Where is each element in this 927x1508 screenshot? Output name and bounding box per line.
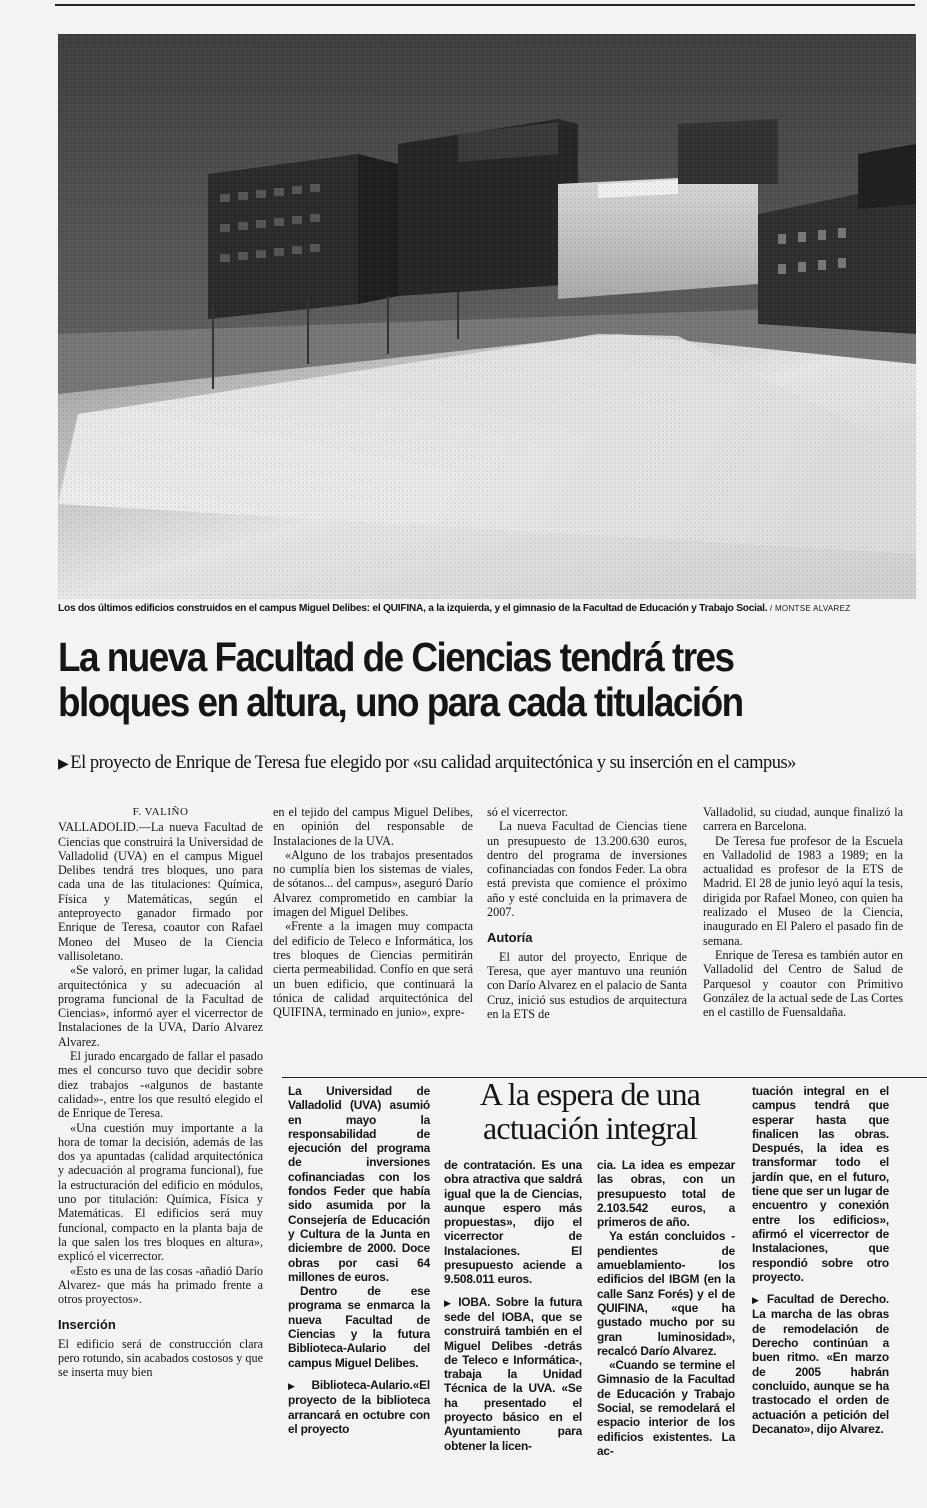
article-column-3 xyxy=(487,805,687,1021)
box-title-line-1: A la espera de una xyxy=(479,1076,701,1112)
paragraph xyxy=(444,1295,582,1453)
photo-caption xyxy=(58,603,916,614)
paragraph: VALLADOLID.—La nueva Facultad de Ciencias que construirá la Universidad de Valladolid (UVA) en el campus Miguel Delibes tendrá tres bloques, uno para cada una de las titulaciones: Química, Física y Matemáticas, según el anteproyecto ganador firmado por Enrique de Teresa, coautor con Rafael Moneo del Museo de la Ciencia vallisoletano. xyxy=(58,820,263,963)
paragraph: «Frente a la imagen muy compacta del edificio de Teleco e Informática, los tres bloques de Ciencias permitirán cierta permeabilidad. Confío en que será un buen edificio, que continuará la tónica de calidad arquitectónica del QUIFINA, terminado en junio», expre- xyxy=(273,919,473,1020)
paragraph: El jurado encargado de fallar el pasado mes el concurso tuvo que decidir sobre diez trabajos -«algunos de bastante calidad»-, entre los que resultó elegido el de Enrique de Teresa. xyxy=(58,1049,263,1121)
lead-derecho xyxy=(752,1292,889,1306)
paragraph: De Teresa fue profesor de la Escuela en Valladolid de 1983 a 1989; en la actualidad es profesor de la ETS de Madrid. El 28 de junio leyó aquí la tesis, dirigida por Rafael Moneo, con quien ha realizado el Museo de la Ciencia, inaugurado en El Palero el pasado fin de semana. xyxy=(703,833,903,948)
triangle-bullet-icon: ▶ xyxy=(58,757,69,772)
paragraph: «Esto es una de las cosas -añadió Darío Alvarez- que más ha primado frente a otros proyectos». xyxy=(58,1263,263,1307)
article-column-4 xyxy=(703,805,903,1019)
headline-line-2: bloques en altura, uno para cada titulación xyxy=(58,679,743,725)
box-title-line-2: actuación integral xyxy=(483,1110,697,1146)
paragraph-text: «El proyecto de la biblioteca arrancará en octubre con el proyecto xyxy=(288,1377,430,1436)
lead-ioba xyxy=(444,1295,490,1309)
triangle-bullet-icon: ▶ xyxy=(444,1297,459,1308)
paragraph: cia. La idea es empezar las obras, con un presupuesto total de 2.103.542 euros, a primeros de año. xyxy=(597,1158,735,1230)
paragraph xyxy=(752,1292,889,1436)
byline: F. VALIÑO xyxy=(132,806,189,818)
article-column-2 xyxy=(273,805,473,1019)
top-rule xyxy=(55,4,915,6)
paragraph: Enrique de Teresa es también autor en Valladolid del Centro de Salud de Parquesol y coautor con Primitivo González de la actual sede de Las Cortes en el castillo de Fuensaldaña. xyxy=(703,947,903,1020)
box-title xyxy=(440,1077,740,1145)
box-column-3 xyxy=(597,1158,735,1458)
paragraph: só el vicerrector. xyxy=(487,805,568,819)
campus-photo xyxy=(58,34,916,599)
paragraph xyxy=(288,1378,430,1436)
lead-biblioteca xyxy=(288,1378,413,1392)
subheadline xyxy=(58,753,918,774)
subheadline-text: El proyecto de Enrique de Teresa fue elegido por «su calidad arquitectónica y su inserción en el campus» xyxy=(70,753,796,773)
campus-buildings-image xyxy=(58,34,916,599)
paragraph: El autor del proyecto, Enrique de Teresa, que ayer mantuvo una reunión con Darío Alvarez en el palacio de Santa Cruz, inició sus estudios de arquitectura en la ETS de xyxy=(487,949,687,1021)
lead-text: Biblioteca-Aulario. xyxy=(311,1377,413,1392)
box-column-1 xyxy=(288,1084,430,1436)
box-column-2 xyxy=(444,1158,582,1453)
paragraph: La Universidad de Valladolid (UVA) asumió en mayo la responsabilidad de ejecución del programa de inversiones cofinanciadas con los fondos Feder que había sido asumida por la Consejería de Educación y Cultura de la Junta en diciembre de 2000. Doce obras por casi 64 millones de euros. xyxy=(288,1084,430,1284)
paragraph: Dentro de ese programa se enmarca la nueva Facultad de Ciencias y la futura Biblioteca-Aulario del campus Miguel Delibes. xyxy=(288,1284,430,1370)
paragraph: «Alguno de los trabajos presentados no cumplía bien los sistemas de viales, de sótanos... del campus», aseguró Darío Alvarez comprometido en cambiar la imagen del Miguel Delibes. xyxy=(273,847,473,920)
headline-line-1: La nueva Facultad de Ciencias tendrá tres xyxy=(58,634,734,680)
paragraph: Ya están concluidos -pendientes de amueblamiento- los edificios del IBGM (en la calle Sanz Forés) y el de QUIFINA, «que ha gustado mucho por su gran luminosidad», recalcó Darío Alvarez. xyxy=(597,1229,735,1358)
lead-text: Facultad de Derecho. xyxy=(766,1292,889,1307)
caption-text: Los dos últimos edificios construidos en el campus Miguel Delibes: el QUIFINA, a la izquierda, y el gimnasio de la Facultad de Educación y Trabajo Social. xyxy=(58,603,768,614)
paragraph: «Cuando se termine el Gimnasio de la Facultad de Educación y Trabajo Social, se remodelará el espacio interior de los edificios existentes. La ac- xyxy=(597,1358,735,1458)
box-column-4 xyxy=(752,1084,889,1436)
lead-text: IOBA. xyxy=(458,1294,491,1309)
article-column-1 xyxy=(58,805,263,1380)
paragraph: «Una cuestión muy importante a la hora de tomar la decisión, además de las dos ya apuntadas (calidad arquitectónica y adecuación al programa funcional), fue la estructuración del edificio en módulos, uno por titulación: Química, Física y Matemáticas. El edificios será muy funcional, compacto en la planta baja de la que salen los tres bloques en altura», explicó el vicerrector. xyxy=(58,1120,263,1264)
paragraph: tuación integral en el campus tendrá que esperar hasta que finalicen las obras. Después, la idea es transformar todo el jardín que, en el futuro, tiene que ser un lugar de encuentro y conexión entre los edificios», afirmó el vicerrector de Instalaciones, que respondió sobre otro proyecto. xyxy=(752,1084,889,1284)
paragraph: Valladolid, su ciudad, aunque finalizó la carrera en Barcelona. xyxy=(703,805,903,834)
paragraph-text: Sobre la futura sede del IOBA, que se construirá también en el Miguel Delibes -detrás de Teleco e Informática-, trabaja la Unidad Técnica de la UVA. «Se ha presentado el proyecto básico en el Ayuntamiento para obtener la licen- xyxy=(444,1294,582,1453)
photo-credit: / MONTSE ALVAREZ xyxy=(769,604,851,613)
paragraph-text: La marcha de las obras de remodelación de Derecho continúan a buen ritmo. «En marzo de 2005 habrán concluido, aunque se ha trastocado el orden de actuación a petición del Decanato», dijo Alvarez. xyxy=(752,1307,889,1436)
section-subtitle-autoria: Autoría xyxy=(487,930,533,946)
paragraph: de contratación. Es una obra atractiva que saldrá igual que la de Ciencias, aunque espero más propuestas», dijo el vicerrector de Instalaciones. El presupuesto aciende a 9.508.011 euros. xyxy=(444,1158,582,1287)
paragraph: en el tejido del campus Miguel Delibes, en opinión del responsable de Instalaciones de la UVA. xyxy=(273,805,473,848)
triangle-bullet-icon: ▶ xyxy=(288,1380,312,1391)
paragraph: «Se valoró, en primer lugar, la calidad arquitectónica y su adecuación al programa funcional de la Facultad de Ciencias», informó ayer el vicerrector de Instalaciones de la UVA, Darío Alvarez Alvarez. xyxy=(58,963,263,1049)
section-subtitle-insercion: Inserción xyxy=(58,1317,116,1333)
headline xyxy=(58,635,832,725)
paragraph: La nueva Facultad de Ciencias tiene un presupuesto de 13.200.630 euros, dentro del programa de inversiones cofinanciadas con fondos Feder. La obra está prevista que comience el próximo año y esté concluida en la primavera de 2007. xyxy=(487,819,687,920)
paragraph: El edificio será de construcción clara pero rotundo, sin acabados costosos y que se inserta muy bien xyxy=(58,1336,263,1380)
triangle-bullet-icon: ▶ xyxy=(752,1295,767,1306)
